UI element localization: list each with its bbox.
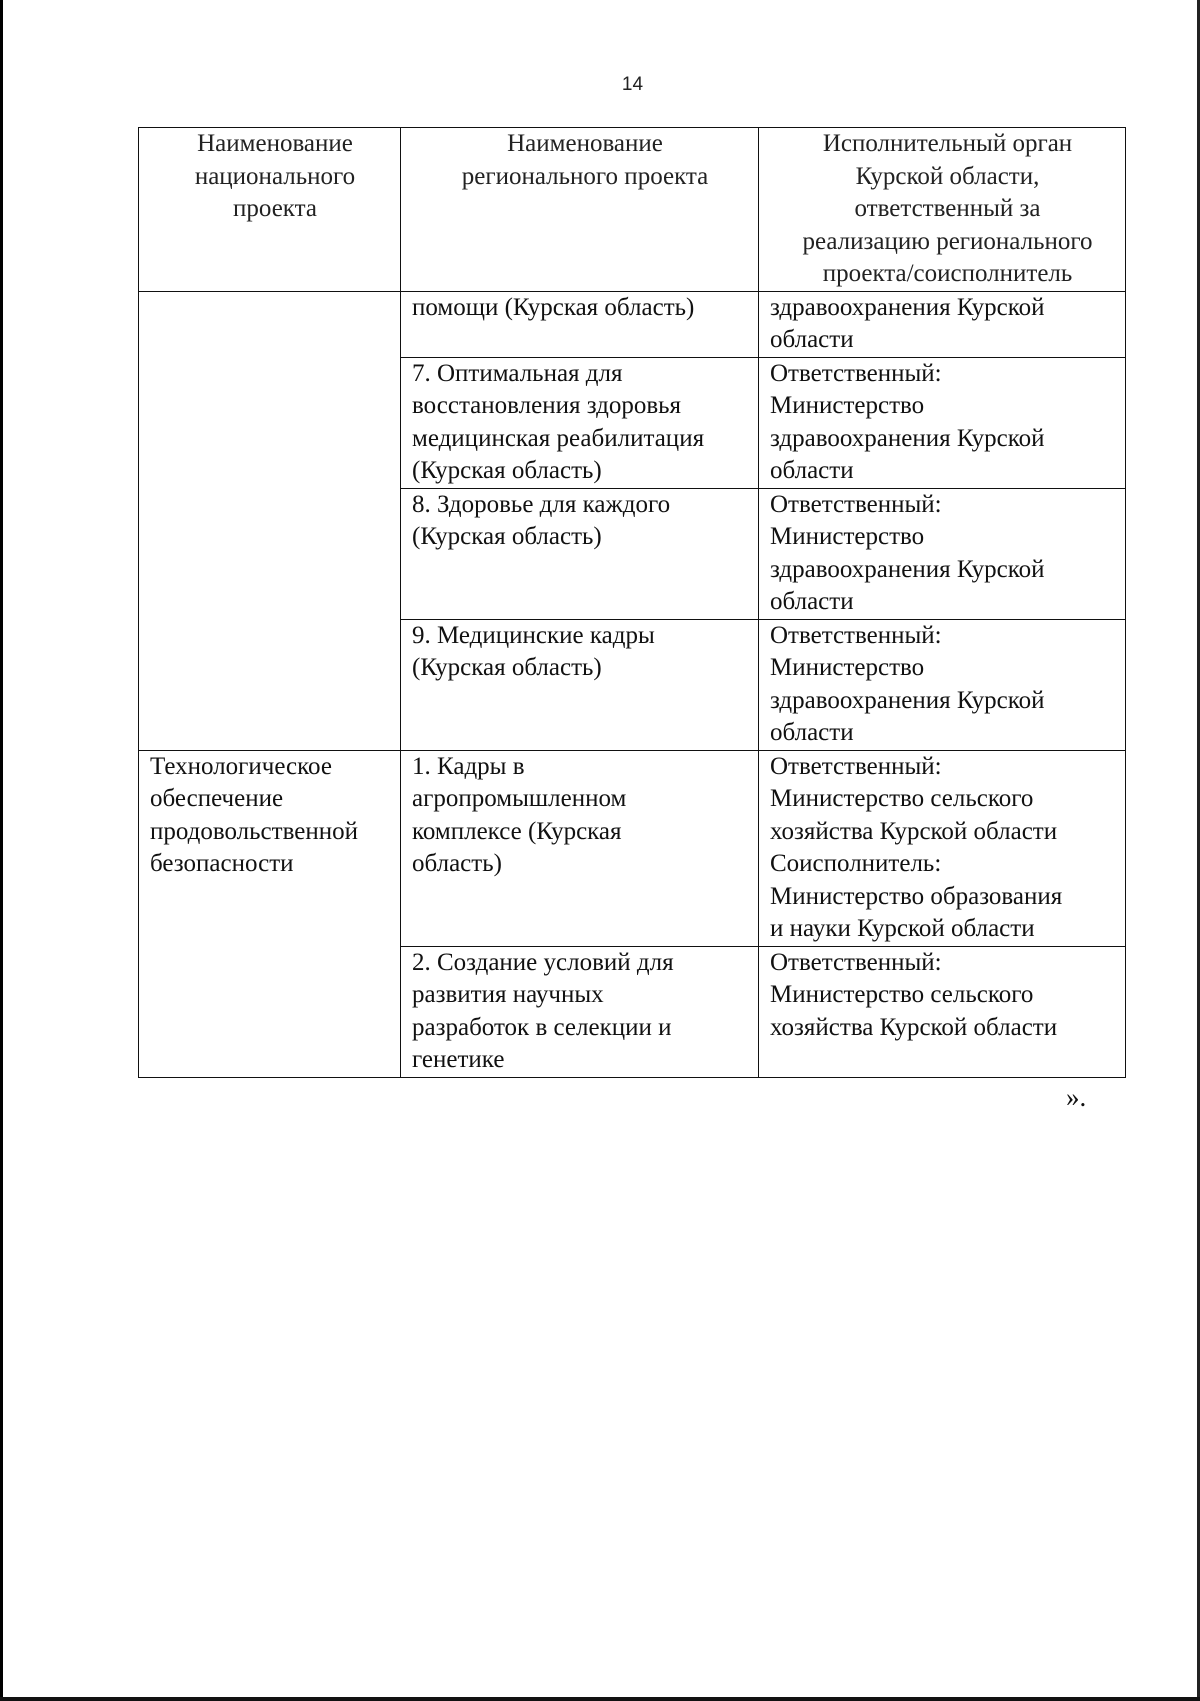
projects-table	[138, 127, 1126, 1078]
executive-body-cell: Ответственный: Министерство здравоохранения Курской области	[759, 619, 1126, 750]
national-project-cell: Технологическое обеспечение продовольственной безопасности	[139, 750, 401, 1077]
closing-quote: ».	[1066, 1082, 1087, 1112]
page-number: 14	[621, 74, 644, 95]
regional-project-cell: 2. Создание условий для развития научных разработок в селекции и генетике	[401, 946, 759, 1077]
regional-project-cell: 7. Оптимальная для восстановления здоровья медицинская реабилитация (Курская область)	[401, 357, 759, 488]
table-row	[139, 291, 1126, 357]
header-regional-project: Наименование регионального проекта	[401, 128, 759, 292]
regional-project-cell: 8. Здоровье для каждого (Курская область)	[401, 488, 759, 619]
national-project-cell-empty	[139, 291, 401, 750]
scan-edge-left	[0, 0, 3, 1701]
header-row	[139, 128, 1126, 292]
table-row	[139, 750, 1126, 946]
executive-body-cell: Ответственный: Министерство здравоохранения Курской области	[759, 488, 1126, 619]
scan-edge-bottom	[0, 1697, 1200, 1701]
regional-project-cell: 1. Кадры в агропромышленном комплексе (Курская область)	[401, 750, 759, 946]
executive-body-cell: Ответственный: Министерство сельского хозяйства Курской области Соисполнитель: Министерство образования и науки Курской области	[759, 750, 1126, 946]
header-national-project: Наименование национального проекта	[139, 128, 401, 292]
executive-body-cell: здравоохранения Курской области	[759, 291, 1126, 357]
executive-body-cell: Ответственный: Министерство сельского хозяйства Курской области	[759, 946, 1126, 1077]
header-executive-body: Исполнительный орган Курской области, ответственный за реализацию регионального проекта/соисполнитель	[759, 128, 1126, 292]
executive-body-cell: Ответственный: Министерство здравоохранения Курской области	[759, 357, 1126, 488]
regional-project-cell: помощи (Курская область)	[401, 291, 759, 357]
regional-project-cell: 9. Медицинские кадры (Курская область)	[401, 619, 759, 750]
